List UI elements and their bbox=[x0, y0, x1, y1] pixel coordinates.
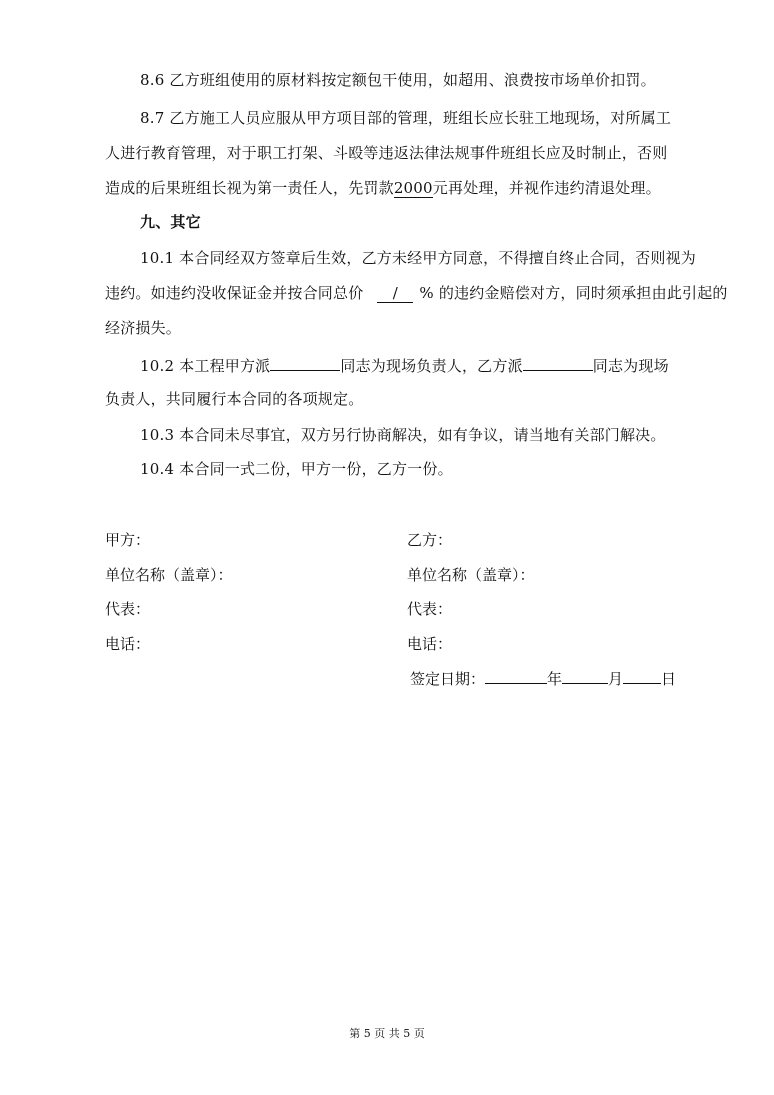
clause-8-7-line-3 bbox=[105, 178, 697, 198]
clause-8-7-line-1: 8.7 乙方施工人员应服从甲方项目部的管理，班组长应长驻工地现场，对所属工 bbox=[140, 109, 672, 127]
page-footer: 第 5 页 共 5 页 bbox=[349, 1027, 425, 1040]
clause-10-2-line-1-c: 同志为现场 bbox=[592, 357, 669, 375]
clause-8-7-line-2: 人进行教育管理，对于职工打架、斗殴等违返法律法规事件班组长应及时制止，否则 bbox=[105, 144, 668, 162]
clause-10-1-line-2-post: % 的违约金赔偿对方，同时须承担由此引起的 bbox=[419, 284, 728, 302]
party-a-phone: 电话： bbox=[105, 635, 151, 653]
fine-amount: 2000 bbox=[393, 179, 433, 197]
party-b-unit: 单位名称（盖章）： bbox=[407, 566, 535, 584]
clause-10-1-line-2-pre: 违约。如违约没收保证金并按合同总价 bbox=[105, 284, 364, 302]
party-a-unit: 单位名称（盖章）： bbox=[105, 566, 233, 584]
month-blank bbox=[562, 668, 608, 684]
clause-10-4: 10.4 本合同一式二份，甲方一份，乙方一份。 bbox=[140, 460, 453, 478]
clause-10-1-line-3: 经济损失。 bbox=[105, 319, 182, 337]
sign-date bbox=[410, 668, 676, 689]
sign-date-label: 签定日期： bbox=[410, 670, 486, 688]
clause-10-1-line-1: 10.1 本合同经双方签章后生效，乙方未经甲方同意，不得擅自终止合同，否则视为 bbox=[140, 249, 696, 267]
section-heading: 九、其它 bbox=[140, 213, 201, 231]
day-blank bbox=[623, 668, 661, 684]
year-blank bbox=[485, 668, 547, 684]
clause-10-1-line-2 bbox=[105, 283, 728, 303]
clause-10-2-line-2: 负责人，共同履行本合同的各项规定。 bbox=[105, 390, 364, 408]
party-b-representative-blank bbox=[523, 355, 593, 371]
party-a-rep: 代表： bbox=[105, 600, 151, 618]
sign-date-day: 日 bbox=[661, 670, 677, 688]
party-b-rep: 代表： bbox=[407, 600, 453, 618]
clause-10-2-line-1 bbox=[140, 355, 697, 376]
party-b-label: 乙方： bbox=[407, 531, 453, 549]
clause-10-2-line-1-a: 10.2 本工程甲方派 bbox=[140, 357, 271, 375]
sign-date-year: 年 bbox=[547, 670, 563, 688]
party-a-label: 甲方： bbox=[105, 531, 151, 549]
clause-8-7-line-3-pre: 造成的后果班组长视为第一责任人，先罚款 bbox=[105, 179, 394, 197]
party-a-representative-blank bbox=[270, 355, 340, 371]
sign-date-month: 月 bbox=[608, 670, 624, 688]
party-b-phone: 电话： bbox=[407, 635, 453, 653]
clause-8-7-line-3-post: 元再处理，并视作违约清退处理。 bbox=[432, 179, 661, 197]
clause-10-3: 10.3 本合同未尽事宜，双方另行协商解决，如有争议，请当地有关部门解决。 bbox=[140, 426, 666, 444]
clause-10-2-line-1-b: 同志为现场负责人，乙方派 bbox=[340, 357, 523, 375]
clause-8-6: 8.6 乙方班组使用的原材料按定额包干使用，如超用、浪费按市场单价扣罚。 bbox=[140, 71, 656, 89]
penalty-percent: / bbox=[377, 285, 413, 303]
